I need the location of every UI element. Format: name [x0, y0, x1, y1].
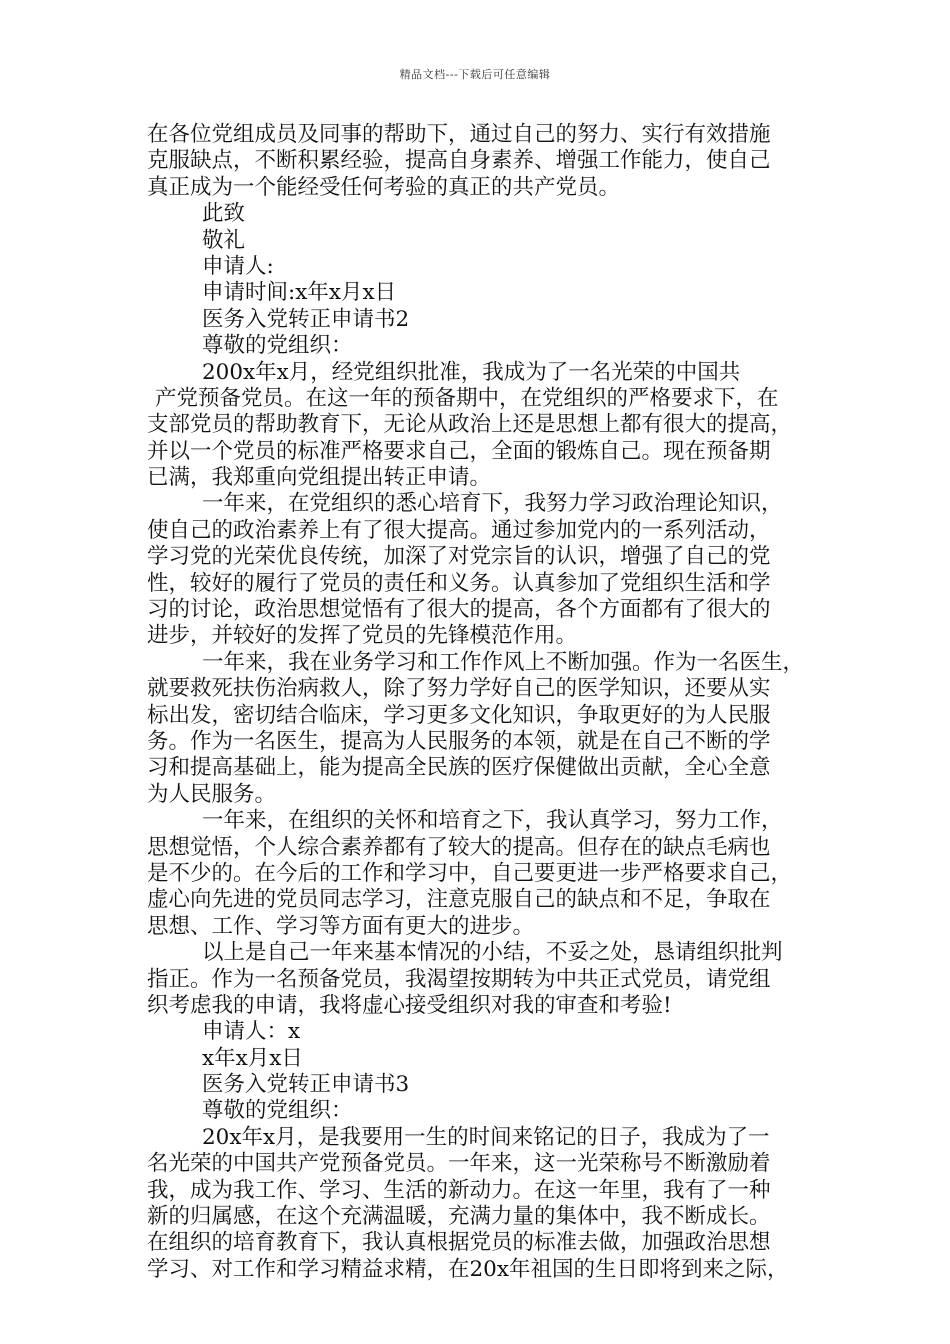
body-line: 名光荣的中国共产党预备党员。一年来，这一光荣称号不断激励着 — [147, 1151, 771, 1177]
body-line: 一年来，在党组织的悉心培育下，我努力学习政治理论知识， — [202, 491, 783, 517]
body-line: 习和提高基础上，能为提高全民族的医疗保健做出贡献，全心全意 — [147, 755, 771, 781]
body-line: 是不少的。在今后的工作和学习中，自己要更进一步严格要求自己， — [147, 860, 793, 886]
body-line: 就要救死扶伤治病救人，除了努力学好自己的医学知识，还要从实 — [147, 676, 771, 702]
application-date: 申请时间:x年x月x日 — [202, 280, 397, 306]
body-line: 已满，我郑重向党组提出转正申请。 — [147, 465, 492, 491]
body-line: 新的归属感，在这个充满温暖，充满力量的集体中，我不断成长。 — [147, 1204, 771, 1230]
body-line: 以上是自己一年来基本情况的小结，不妥之处，恳请组织批判 — [202, 940, 783, 966]
body-line: 思想觉悟，个人综合素养都有了较大的提高。但存在的缺点毛病也 — [147, 834, 771, 860]
body-line: 支部党员的帮助教育下，无论从政治上还是思想上都有很大的提高， — [147, 412, 793, 438]
body-line: 学习党的光荣优良传统，加深了对党宗旨的认识，增强了自己的党 — [147, 544, 771, 570]
body-line: 标出发，密切结合临床，学习更多文化知识，争取更好的为人民服 — [147, 702, 771, 728]
salutation: 尊敬的党组织： — [202, 333, 353, 359]
body-line: 思想、工作、学习等方面有更大的进步。 — [147, 913, 535, 939]
document-body — [147, 122, 817, 1283]
body-line: 指正。作为一名预备党员，我渴望按期转为中共正式党员，请党组 — [147, 966, 771, 992]
body-line: 在组织的培育教育下，我认真根据党员的标准去做，加强政治思想 — [147, 1230, 771, 1256]
body-line: 学习、对工作和学习精益求精，在20x年祖国的生日即将到来之际， — [147, 1256, 789, 1282]
section-title: 医务入党转正申请书3 — [202, 1072, 410, 1098]
body-line: 我，成为我工作、学习、生活的新动力。在这一年里，我有了一种 — [147, 1177, 771, 1203]
body-line: 习的讨论，政治思想觉悟有了很大的提高，各个方面都有了很大的 — [147, 597, 771, 623]
body-line: 并以一个党员的标准严格要求自己，全面的锻炼自己。现在预备期 — [147, 438, 771, 464]
body-line: 务。作为一名医生，提高为人民服务的本领，就是在自己不断的学 — [147, 728, 771, 754]
section-title: 医务入党转正申请书2 — [202, 306, 410, 332]
application-date: x年x月x日 — [202, 1045, 303, 1071]
body-line: 20x年x月，是我要用一生的时间来铭记的日子，我成为了一 — [202, 1124, 770, 1150]
salutation: 尊敬的党组织： — [202, 1098, 353, 1124]
body-line: 产党预备党员。在这一年的预备期中，在党组织的严格要求下，在 — [155, 385, 779, 411]
body-line: 虚心向先进的党员同志学习，注意克服自己的缺点和不足，争取在 — [147, 887, 771, 913]
applicant-label: 申请人：x — [202, 1019, 301, 1045]
closing-salutation: 此致 — [202, 201, 246, 227]
body-line: 使自己的政治素养上有了很大提高。通过参加党内的一系列活动， — [147, 517, 771, 543]
body-line: 为人民服务。 — [147, 781, 277, 807]
body-line: 一年来，在组织的关怀和培育之下，我认真学习，努力工作， — [202, 808, 783, 834]
body-line: 织考虑我的申请，我将虚心接受组织对我的审查和考验! — [147, 992, 672, 1018]
body-line: 一年来，我在业务学习和工作作风上不断加强。作为一名医生， — [202, 649, 805, 675]
body-line: 真正成为一个能经受任何考验的真正的共产党员。 — [147, 174, 621, 200]
body-line: 200x年x月，经党组织批准，我成为了一名光荣的中国共 — [202, 359, 741, 385]
body-line: 性，较好的履行了党员的责任和义务。认真参加了党组织生活和学 — [147, 570, 771, 596]
closing-regards: 敬礼 — [202, 227, 246, 253]
applicant-label: 申请人: — [202, 253, 274, 279]
body-line: 在各位党组成员及同事的帮助下，通过自己的努力、实行有效措施 — [147, 122, 771, 147]
page-header: 精品文档---下载后可任意编辑 — [399, 68, 551, 81]
body-line: 进步，并较好的发挥了党员的先锋模范作用。 — [147, 623, 578, 649]
body-line: 克服缺点，不断积累经验，提高自身素养、增强工作能力，使自己 — [147, 148, 771, 174]
